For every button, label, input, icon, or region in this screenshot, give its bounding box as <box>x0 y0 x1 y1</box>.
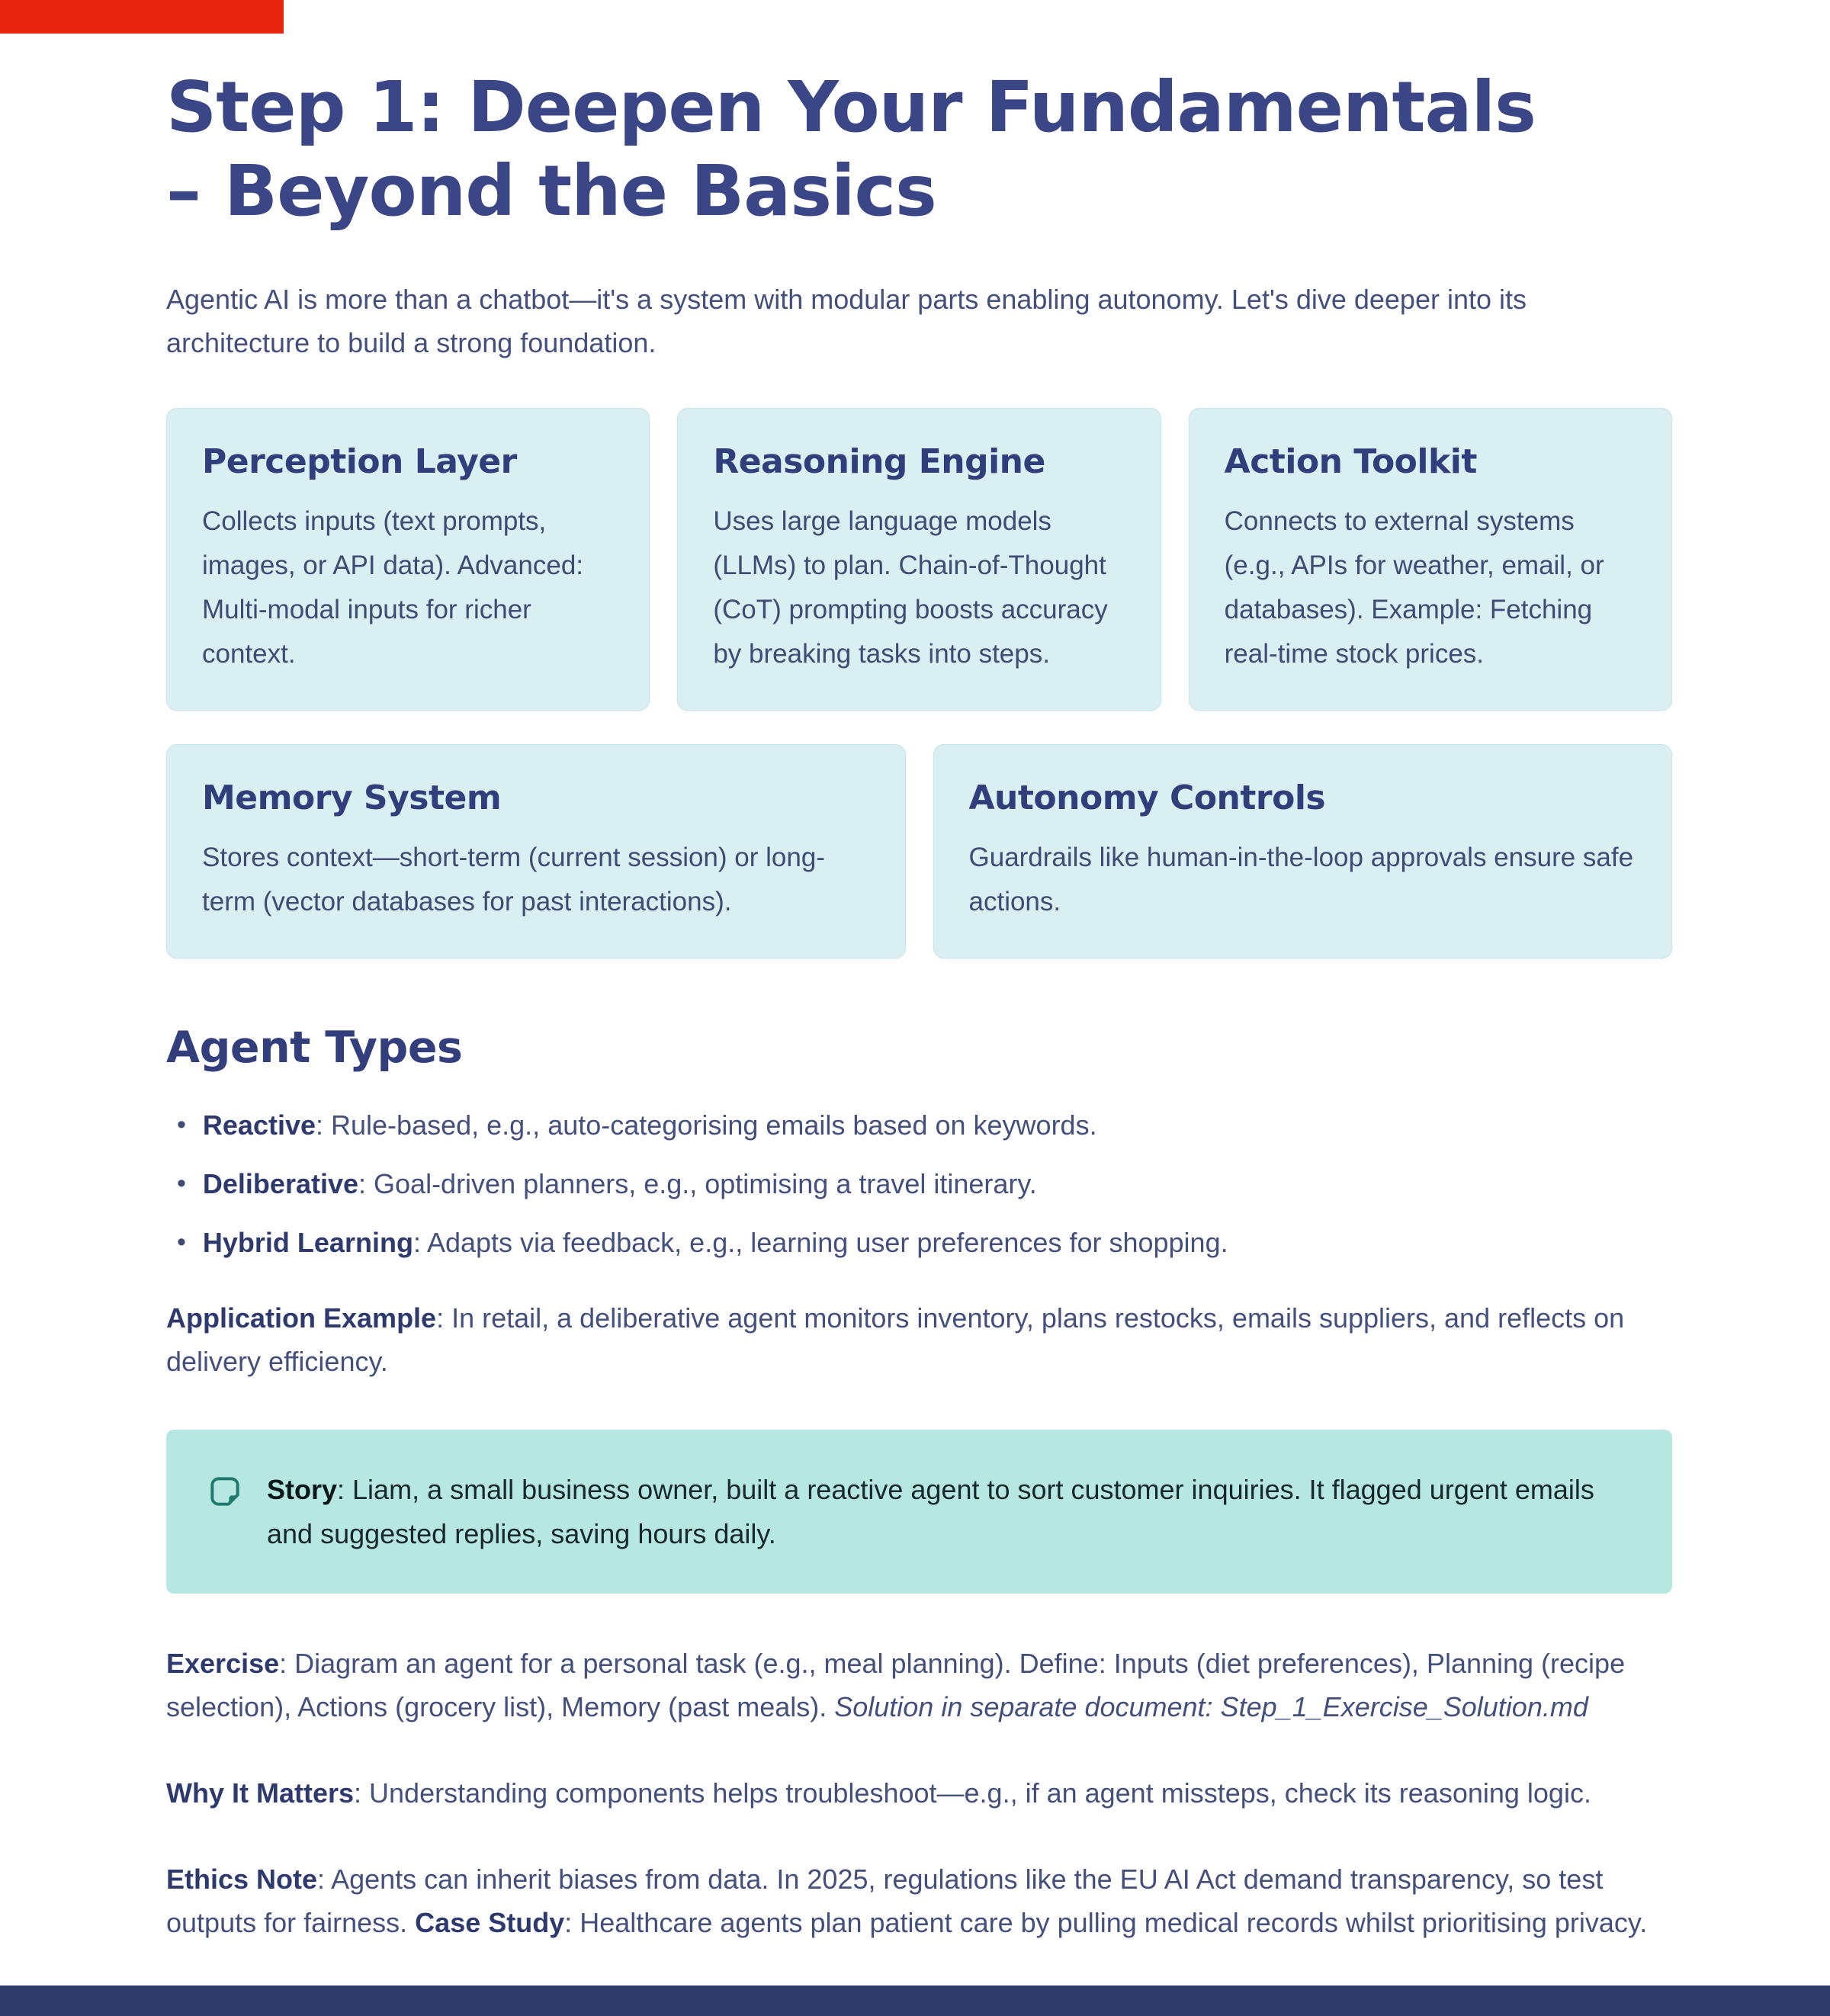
application-example-label: Application Example <box>166 1302 437 1334</box>
card-title: Reasoning Engine <box>713 441 1045 481</box>
component-cards-row-1 <box>166 408 1672 711</box>
story-callout <box>166 1430 1672 1594</box>
list-item-term: Hybrid Learning <box>202 1226 413 1258</box>
card-body: Collects inputs (text prompts, images, or API data). Advanced: Multi-modal inputs for richer context. <box>202 506 584 669</box>
card-body: Stores context—short-term (current session) or long-term (vector databases for past interactions). <box>202 842 825 917</box>
application-example-paragraph <box>166 1297 1672 1384</box>
card-body: Connects to external systems (e.g., APIs for weather, email, or databases). Example: Fetching real-time stock prices. <box>1224 506 1604 669</box>
ethics-note-label: Ethics Note <box>166 1864 318 1896</box>
why-it-matters-label: Why It Matters <box>166 1777 355 1809</box>
card-body: Guardrails like human-in-the-loop approvals ensure safe actions. <box>968 842 1634 917</box>
list-item-term: Deliberative <box>202 1167 359 1199</box>
application-example-text: : In retail, a deliberative agent monitors inventory, plans restocks, emails suppliers, and reflects on delivery efficiency. <box>166 1302 1625 1378</box>
page-title <box>166 66 1672 234</box>
exercise-paragraph <box>166 1642 1672 1729</box>
card-memory-system <box>166 744 906 958</box>
card-title: Action Toolkit <box>1224 441 1477 481</box>
list-item-rest: : Goal-driven planners, e.g., optimising a travel itinerary. <box>358 1167 1037 1199</box>
story-label: Story <box>267 1474 338 1506</box>
agent-types-list <box>166 1108 1672 1260</box>
list-item-rest: : Adapts via feedback, e.g., learning user preferences for shopping. <box>413 1226 1228 1258</box>
list-item-text <box>203 1225 1228 1261</box>
sticky-note-icon <box>206 1472 244 1514</box>
exercise-label: Exercise <box>166 1648 280 1680</box>
card-body: Uses large language models (LLMs) to plan. Chain-of-Thought (CoT) prompting boosts accuracy by breaking tasks into steps. <box>713 506 1108 669</box>
exercise-text: : Diagram an agent for a personal task (e.g., meal planning). Define: Inputs (diet preferences), Planning (recipe selection), Actions (grocery list), Memory (past meals). <box>166 1648 1626 1723</box>
card-title: Memory System <box>202 778 502 817</box>
bullet-dot: • <box>177 1227 186 1257</box>
top-progress-fill <box>0 0 284 34</box>
intro-paragraph: Agentic AI is more than a chatbot—it's a system with modular parts enabling autonomy. Let's dive deeper into its architecture to build a strong foundation. <box>166 283 1527 358</box>
component-cards-row-2 <box>166 744 1672 958</box>
card-autonomy-controls <box>933 744 1673 958</box>
exercise-solution-note: Solution in separate document: Step_1_Exercise_Solution.md <box>834 1691 1588 1723</box>
story-text: : Liam, a small business owner, built a reactive agent to sort customer inquiries. It flagged urgent emails and suggested replies, saving hours daily. <box>267 1474 1594 1549</box>
case-study-label: Case Study <box>415 1906 565 1938</box>
top-progress-track <box>0 0 1830 34</box>
list-item <box>166 1225 1672 1261</box>
why-it-matters-text: : Understanding components helps troubleshoot—e.g., if an agent missteps, check its reasoning logic. <box>354 1777 1591 1809</box>
card-reasoning-engine <box>677 408 1161 711</box>
card-perception-layer <box>166 408 650 711</box>
why-it-matters-paragraph <box>166 1772 1672 1815</box>
card-title: Perception Layer <box>202 441 517 481</box>
ethics-note-text: : Agents can inherit biases from data. In 2025, regulations like the EU AI Act demand transparency, so test outputs for fairness. <box>166 1864 1604 1938</box>
page-title-line1: Step 1: Deepen Your Fundamentals <box>166 66 1536 148</box>
bullet-dot: • <box>177 1110 186 1140</box>
story-callout-text <box>267 1468 1633 1555</box>
list-item-rest: : Rule-based, e.g., auto-categorising emails based on keywords. <box>316 1109 1097 1141</box>
card-action-toolkit <box>1189 408 1672 711</box>
section-heading-agent-types: Agent Types <box>166 1022 463 1074</box>
card-title: Autonomy Controls <box>968 778 1326 817</box>
list-item-term: Reactive <box>202 1109 316 1141</box>
footer-bar <box>0 1986 1830 2016</box>
list-item-text <box>203 1108 1097 1144</box>
list-item-text <box>203 1167 1037 1202</box>
list-item <box>166 1167 1672 1202</box>
ethics-note-paragraph <box>166 1858 1672 1945</box>
page-title-line2: – Beyond the Basics <box>166 150 936 233</box>
case-study-text: : Healthcare agents plan patient care by pulling medical records whilst prioritising privacy. <box>564 1906 1648 1938</box>
list-item <box>166 1108 1672 1144</box>
bullet-dot: • <box>177 1168 186 1198</box>
